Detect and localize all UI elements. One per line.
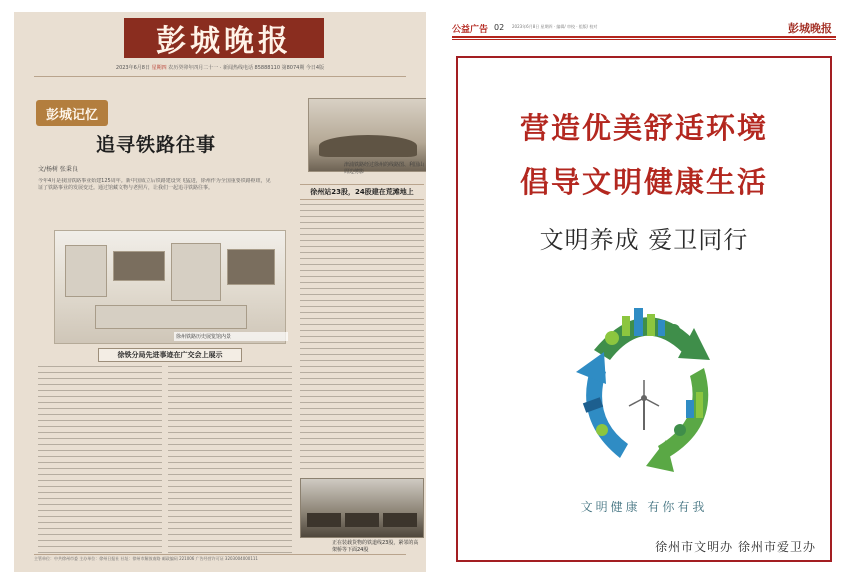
page-number: 02 <box>494 23 505 32</box>
exhibit-panel <box>65 245 107 297</box>
header-rule <box>452 36 836 38</box>
building-shape <box>696 392 703 418</box>
section-label: 公益广告 <box>452 25 489 35</box>
article-headline: 追寻铁路往事 <box>96 134 217 156</box>
dateline-weekday: 星期四 <box>151 65 167 71</box>
body-text-col1 <box>38 366 162 556</box>
dateline-details: 农历癸卯年四月二十一 · 新闻热线电话 85888110 <box>168 65 280 71</box>
hill-photo <box>308 98 426 172</box>
tree-shape <box>596 424 608 436</box>
hill-photo-caption: 津浦铁路经过徐州的线路图、利国山周边剪影 <box>344 162 425 175</box>
poster-sponsor: 徐州市文明办 徐州市爱卫办 <box>655 540 816 554</box>
masthead-logo: 彭城晚报 <box>124 18 324 58</box>
exhibit-panel <box>95 305 247 329</box>
train-wagon <box>345 513 379 527</box>
poster-title-line2: 倡导文明健康生活 <box>519 165 768 199</box>
newspaper-right-page <box>444 12 842 572</box>
newspaper-left-page <box>14 12 426 572</box>
building-shape <box>634 308 643 336</box>
dateline-issue: 第8074期 今日4版 <box>281 65 325 71</box>
dateline <box>14 64 426 76</box>
exhibit-panel <box>171 243 221 301</box>
hill-ridge-shape <box>319 135 417 157</box>
recycle-ecology-icon <box>554 280 734 480</box>
building-shape <box>658 320 665 336</box>
wind-turbine-blade <box>644 398 659 406</box>
tree-shape <box>668 324 680 336</box>
right-column-subhead: 徐州站23股，24股建在荒滩地上 <box>300 184 424 200</box>
train-photo <box>300 478 424 538</box>
wind-turbine-blade <box>629 398 644 406</box>
building-shape <box>622 316 630 336</box>
right-column-text <box>300 204 424 472</box>
train-wagon <box>307 513 341 527</box>
train-photo-caption: 正在装载货物的铁道线23股，紧邻的高架桥等下面24股 <box>332 540 419 553</box>
paper-name-small: 彭城晚报 <box>788 22 832 35</box>
left-page-footer: 主管单位：中共徐州市委 主办单位：徐州日报社 社址：徐州市解放南路 邮政编码 221006 广告经营许可证 3203004000111 <box>34 554 406 564</box>
header-meta: 2023年6月8日 星期四 · 编辑/ 审校 · 组版/ 校对 <box>512 24 598 29</box>
exhibit-panel <box>227 249 275 285</box>
tree-shape <box>605 331 619 345</box>
article-lead: 今年4月是我国铁路事业始建125周年。新中国成立后铁路建设突飞猛进，徐州作为全国重要铁路枢纽，见证了铁路事业的发展变迁。通过馆藏文物与老照片，让我们一起追寻铁路往事。 <box>38 178 271 191</box>
building-shape <box>686 400 694 418</box>
dateline-date: 2023年6月8日 <box>115 65 150 71</box>
train-wagon <box>383 513 417 527</box>
column-logo: 彭城记忆 <box>36 100 108 126</box>
museum-photo <box>54 230 286 344</box>
article-byline: 文/杨树 张秉良 <box>38 166 78 173</box>
page-header <box>452 18 842 38</box>
poster-slogan: 文明养成 爱卫同行 <box>539 226 749 254</box>
public-service-poster <box>456 56 832 562</box>
poster-title-line1: 营造优美舒适环境 <box>519 111 768 145</box>
body-text-col2 <box>168 366 292 556</box>
museum-photo-caption: 徐州铁路历史展览馆内景 <box>174 332 288 341</box>
museum-subbanner: 徐铁分局先进事迹在广交会上展示 <box>98 348 242 362</box>
tree-shape <box>674 424 686 436</box>
building-shape <box>647 314 655 336</box>
exhibit-panel <box>113 251 165 281</box>
header-rule-thin <box>452 39 836 40</box>
poster-tagline: 文明健康 有你有我 <box>580 500 708 514</box>
masthead-divider <box>34 76 406 77</box>
